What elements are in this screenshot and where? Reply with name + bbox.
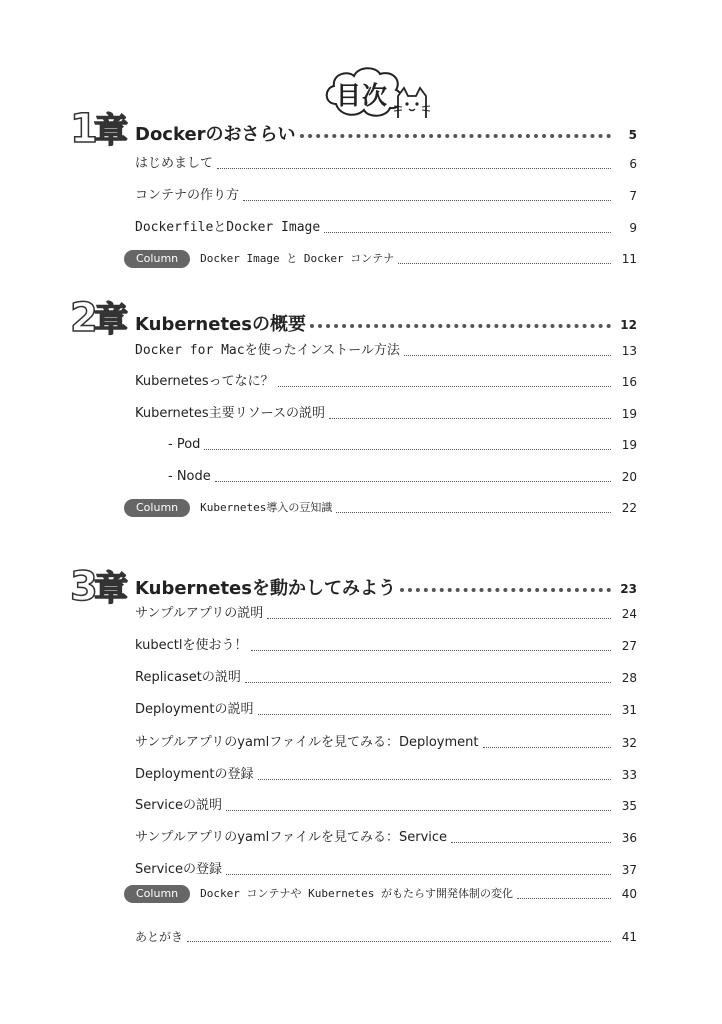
toc-subitem[interactable] bbox=[168, 432, 637, 454]
leader-dots bbox=[336, 512, 611, 513]
item-label: - Node bbox=[168, 469, 211, 484]
chapter-title: Kubernetesを動かしてみよう bbox=[135, 578, 396, 599]
page-number: 19 bbox=[621, 407, 637, 421]
chapter-number: 1 bbox=[70, 106, 98, 150]
page-number: 6 bbox=[629, 157, 637, 171]
page-number: 9 bbox=[629, 221, 637, 235]
leader-dots bbox=[483, 747, 611, 748]
page-number: 23 bbox=[620, 582, 637, 596]
toc-item[interactable] bbox=[135, 793, 637, 815]
chapter-kanji: 章 bbox=[94, 111, 128, 150]
leader-dots bbox=[245, 682, 611, 683]
chapter-kanji: 章 bbox=[94, 569, 128, 608]
leader-dots bbox=[258, 714, 611, 715]
item-label: Serviceの説明 bbox=[135, 798, 223, 813]
leader-dots bbox=[187, 941, 611, 942]
page-number: 37 bbox=[621, 863, 637, 877]
page-number: 31 bbox=[621, 703, 637, 717]
item-label: Kubernetesってなに？ bbox=[135, 374, 274, 389]
page-number: 19 bbox=[621, 438, 637, 452]
toc-subitem[interactable] bbox=[168, 464, 637, 486]
leader-dots bbox=[324, 232, 611, 233]
column-badge: Column bbox=[124, 250, 190, 268]
column-label: Docker Image と Docker コンテナ bbox=[200, 252, 395, 265]
toc-item[interactable] bbox=[135, 857, 637, 879]
page-number: 5 bbox=[628, 128, 637, 142]
item-label: Docker for Macを使ったインストール方法 bbox=[135, 343, 400, 358]
column-badge: Column bbox=[124, 499, 190, 517]
leader-dots bbox=[517, 898, 611, 899]
item-label: Serviceの登録 bbox=[135, 862, 223, 877]
leader-dots bbox=[226, 874, 611, 875]
cat-icon bbox=[394, 86, 430, 120]
page-title: 目次 bbox=[335, 81, 388, 110]
leader-dots bbox=[400, 588, 611, 592]
toc-title-badge bbox=[322, 64, 432, 128]
toc-item[interactable] bbox=[135, 665, 637, 687]
leader-dots bbox=[267, 618, 611, 619]
toc-item[interactable] bbox=[135, 633, 637, 655]
leader-dots bbox=[300, 134, 611, 138]
page-number: 20 bbox=[621, 470, 637, 484]
toc-item[interactable] bbox=[135, 151, 637, 173]
toc-item[interactable] bbox=[135, 697, 637, 719]
page-number: 24 bbox=[621, 607, 637, 621]
leader-dots bbox=[243, 200, 611, 201]
page-number: 7 bbox=[629, 189, 637, 203]
chapter-title: Dockerのおさらい bbox=[135, 124, 296, 145]
toc-item[interactable] bbox=[135, 825, 637, 847]
leader-dots bbox=[217, 168, 611, 169]
leader-dots bbox=[278, 386, 611, 387]
page-number: 13 bbox=[621, 344, 637, 358]
toc-item[interactable] bbox=[135, 338, 637, 360]
item-label: サンプルアプリのyamlファイルを見てみる：Deployment bbox=[135, 735, 479, 750]
item-label: サンプルアプリの説明 bbox=[135, 606, 264, 621]
column-badge: Column bbox=[124, 885, 190, 903]
toc-item[interactable] bbox=[135, 183, 637, 205]
toc-item[interactable] bbox=[135, 730, 637, 752]
leader-dots bbox=[310, 324, 611, 328]
page-number: 35 bbox=[621, 799, 637, 813]
chapter-3-heading-mark bbox=[70, 562, 132, 608]
page-number: 22 bbox=[621, 501, 637, 515]
chapter-number: 3 bbox=[70, 564, 98, 608]
page-number: 40 bbox=[621, 887, 637, 901]
leader-dots bbox=[258, 779, 611, 780]
afterword-label: あとがき bbox=[135, 930, 184, 944]
item-label: DockerfileとDocker Image bbox=[135, 220, 321, 235]
chapter-kanji: 章 bbox=[94, 300, 128, 339]
leader-dots bbox=[398, 263, 611, 264]
item-label: はじめまして bbox=[135, 156, 214, 171]
toc-afterword[interactable] bbox=[135, 924, 637, 946]
item-label: Replicasetの説明 bbox=[135, 670, 241, 685]
leader-dots bbox=[215, 481, 611, 482]
toc-column[interactable] bbox=[124, 495, 637, 517]
item-label: - Pod bbox=[168, 437, 201, 452]
chapter-title: Kubernetesの概要 bbox=[135, 314, 306, 335]
page-number: 32 bbox=[621, 736, 637, 750]
page-number: 41 bbox=[621, 930, 637, 944]
leader-dots bbox=[204, 449, 611, 450]
toc-column[interactable] bbox=[124, 246, 637, 268]
item-label: Deploymentの登録 bbox=[135, 767, 254, 782]
toc-item[interactable] bbox=[135, 762, 637, 784]
leader-dots bbox=[404, 355, 611, 356]
toc-chapter-2[interactable] bbox=[135, 312, 637, 334]
leader-dots bbox=[329, 418, 611, 419]
column-label: Docker コンテナや Kubernetes がもたらす開発体制の変化 bbox=[200, 887, 513, 900]
item-label: Kubernetes主要リソースの説明 bbox=[135, 406, 325, 421]
toc-item[interactable] bbox=[135, 401, 637, 423]
toc-chapter-3[interactable] bbox=[135, 576, 637, 598]
leader-dots bbox=[251, 650, 611, 651]
item-label: コンテナの作り方 bbox=[135, 188, 240, 203]
toc-item[interactable] bbox=[135, 369, 637, 391]
column-label: Kubernetes導入の豆知識 bbox=[200, 501, 333, 514]
item-label: サンプルアプリのyamlファイルを見てみる：Service bbox=[135, 830, 448, 845]
page-number: 16 bbox=[621, 375, 637, 389]
page-number: 11 bbox=[621, 252, 637, 266]
item-label: Deploymentの説明 bbox=[135, 702, 254, 717]
page-number: 12 bbox=[620, 318, 637, 332]
toc-item[interactable] bbox=[135, 215, 637, 237]
chapter-number: 2 bbox=[70, 295, 98, 339]
page-number: 27 bbox=[621, 639, 637, 653]
page-number: 33 bbox=[621, 768, 637, 782]
chapter-2-heading-mark bbox=[70, 293, 132, 339]
toc-chapter-1[interactable] bbox=[135, 122, 637, 144]
page-number: 36 bbox=[621, 831, 637, 845]
toc-item[interactable] bbox=[135, 601, 637, 623]
item-label: kubectlを使おう！ bbox=[135, 638, 248, 653]
toc-column[interactable] bbox=[124, 881, 637, 903]
leader-dots bbox=[451, 842, 611, 843]
leader-dots bbox=[226, 810, 611, 811]
page-number: 28 bbox=[621, 671, 637, 685]
chapter-1-heading-mark bbox=[70, 104, 132, 150]
